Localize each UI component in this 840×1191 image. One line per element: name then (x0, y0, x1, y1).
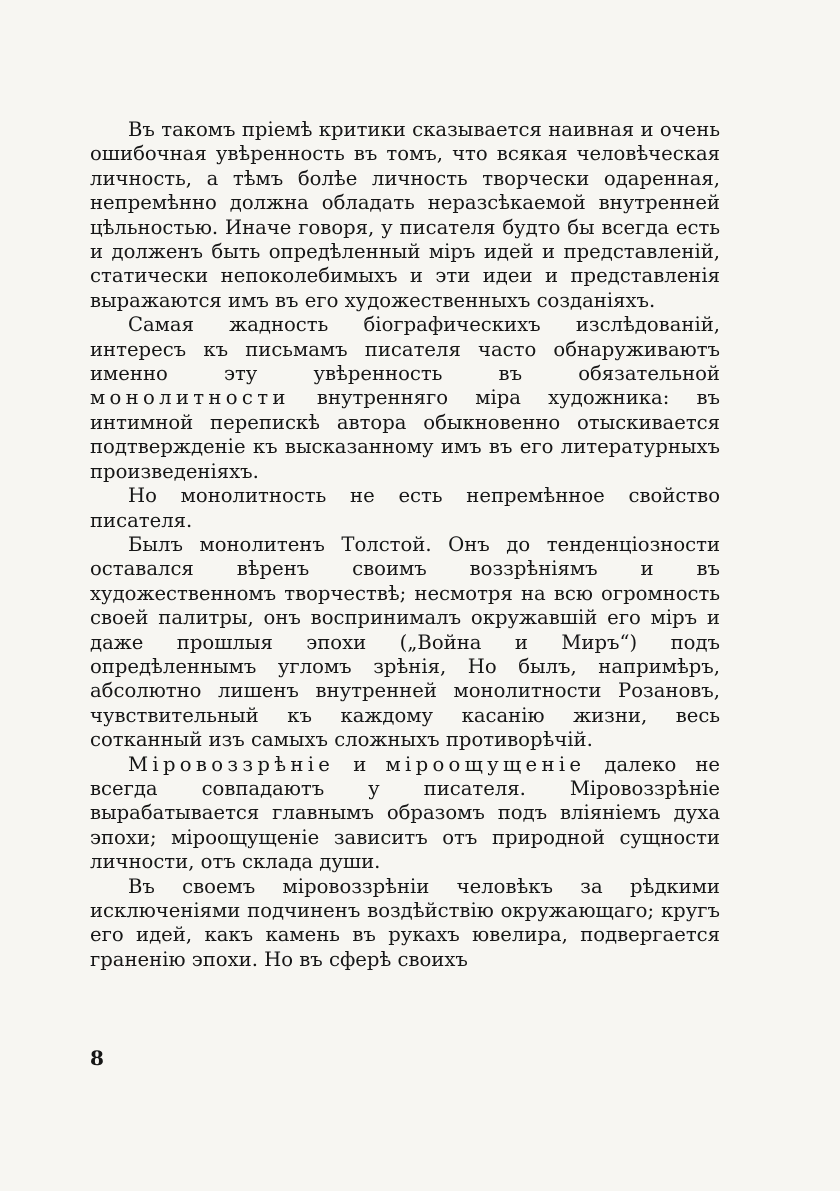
paragraph-4: Былъ монолитенъ Толстой. Онъ до тенденціозности оставался вѣренъ своимъ воззрѣніямъ и въ художественномъ творчествѣ; несмотря на всю огромность своей палитры, онъ воспринималъ окружавшій его міръ и даже прошлыя эпохи („Война и Миръ“) подъ опредѣленнымъ угломъ зрѣнія, Но былъ, напримѣръ, абсолютно лишенъ внутренней монолитности Розановъ, чувствительный къ каждому касанію жизни, весь сотканный изъ самыхъ сложныхъ противорѣчій. (90, 532, 720, 752)
paragraph-5 (90, 753, 720, 875)
paragraph-5-middle: и (334, 752, 386, 776)
emphasis-monolithic: монолитности (90, 386, 290, 410)
paragraph-3: Но монолитность не есть непремѣнное свойство писателя. (90, 484, 720, 532)
page-number: 8 (90, 1046, 104, 1070)
paragraph-2-before: Самая жадность біографическихъ изслѣдованій, интересъ къ письмамъ писателя часто обнаруживаютъ именно эту увѣренность въ обязательной (90, 313, 720, 386)
paragraph-2-after: внутренняго міра художника: въ интимной перепискѣ автора обыкновенно отыскивается подтвержденіе къ высказанному имъ въ его литературныхъ произведеніяхъ. (90, 386, 720, 483)
paragraph-2 (90, 313, 720, 484)
emphasis-worldsense: міроощущеніе (385, 752, 586, 776)
paragraph-5-after: далеко не всегда совпадаютъ у писателя. Міровоззрѣніе вырабатывается главнымъ образомъ подъ вліяніемъ духа эпохи; міроощущеніе зависитъ отъ природной сущности личности, отъ склада души. (90, 752, 720, 874)
paragraph-6: Въ своемъ міровоззрѣніи человѣкъ за рѣдкими исключеніями подчиненъ воздѣйствію окружающаго; кругъ его идей, какъ камень въ рукахъ ювелира, подвергается гранeнію эпохи. Но въ сферѣ своихъ (90, 874, 720, 971)
body-text (90, 118, 720, 972)
emphasis-worldview: Міровоззрѣніе (128, 752, 335, 776)
paragraph-1: Въ такомъ пріемѣ критики сказывается наивная и очень ошибочная увѣренность въ томъ, что всякая человѣческая личность, а тѣмъ болѣе личность творчески одаренная, непремѣнно должна обладать неразсѣкаемой внутренней цѣльностью. Иначе говоря, у писателя будто бы всегда есть и долженъ быть опредѣленный міръ идей и представленій, статически непоколебимыхъ и эти идеи и представленія выражаются имъ въ его художественныхъ созданіяхъ. (90, 118, 720, 312)
